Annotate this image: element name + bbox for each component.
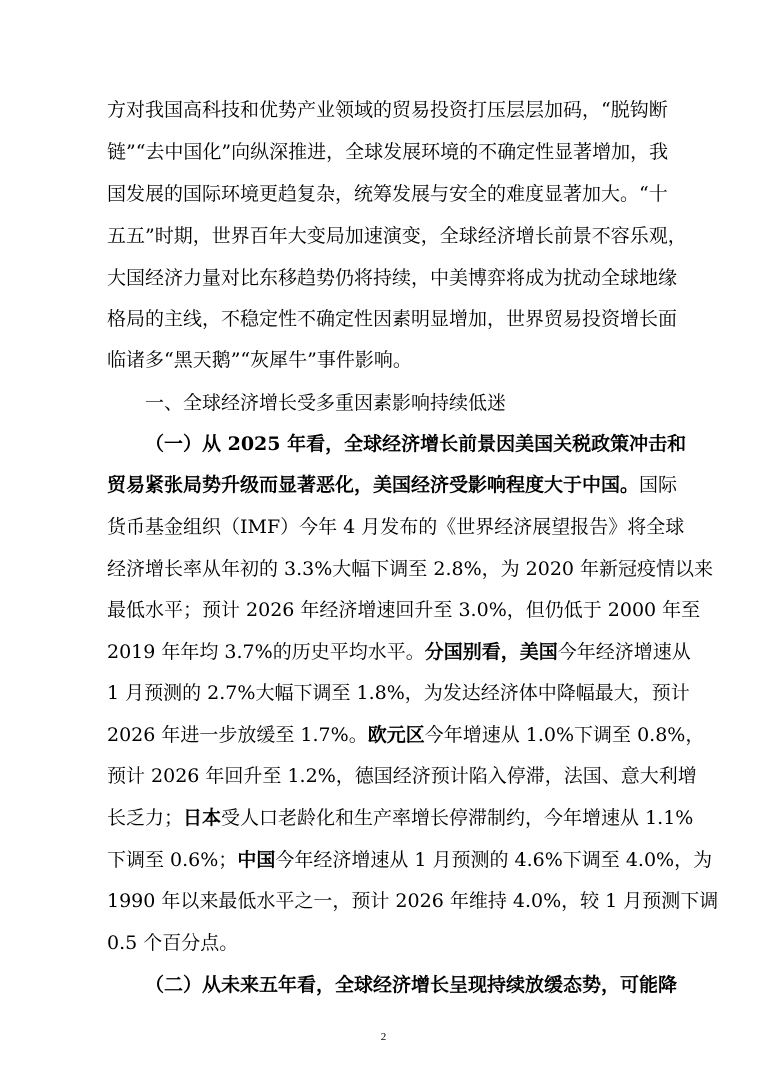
paragraph-line bbox=[107, 472, 678, 498]
subsection-heading-2: （二）从未来五年看，全球经济增长呈现持续放缓态势，可能降 bbox=[145, 974, 678, 996]
paragraph-line: 链”“去中国化”向纵深推进，全球发展环境的不确定性显著增加，我 bbox=[107, 141, 669, 163]
paragraph-line bbox=[107, 639, 691, 665]
bold-text: 日本 bbox=[183, 807, 222, 829]
paragraph-line bbox=[107, 847, 713, 873]
paragraph-line: 方对我国高科技和优势产业领域的贸易投资打压层层加码，“脱钩断 bbox=[107, 99, 668, 121]
paragraph-line: 0.5 个百分点。 bbox=[107, 932, 239, 954]
paragraph-line: 1 月预测的 2.7%大幅下调至 1.8%，为发达经济体中降幅最大，预计 bbox=[107, 682, 690, 704]
paragraph-line: 大国经济力量对比东移趋势仍将持续，中美博弈将成为扰动全球地缘 bbox=[107, 267, 678, 289]
text: 今年增速从 1.0%下调至 0.8%， bbox=[424, 724, 705, 746]
paragraph-line: 预计 2026 年回升至 1.2%，德国经济预计陷入停滞，法国、意大利增 bbox=[107, 765, 697, 787]
paragraph-line: 临诸多“黑天鹅”“灰犀牛”事件影响。 bbox=[107, 349, 412, 371]
paragraph-line: 最低水平；预计 2026 年经济增速回升至 3.0%，但仍低于 2000 年至 bbox=[107, 599, 701, 621]
paragraph-line: 国发展的国际环境更趋复杂，统筹发展与安全的难度显著加大。“十 bbox=[107, 183, 668, 205]
paragraph-line: 经济增长率从年初的 3.3%大幅下调至 2.8%，为 2020 年新冠疫情以来 bbox=[107, 558, 714, 580]
subsection-heading-1: （一）从 2025 年看，全球经济增长前景因美国关税政策冲击和 bbox=[145, 433, 687, 455]
paragraph-line: 1990 年以来最低水平之一，预计 2026 年维持 4.0%，较 1 月预测下调 bbox=[107, 890, 719, 912]
page-number: 2 bbox=[380, 1031, 387, 1043]
bold-text: 分国别看，美国 bbox=[424, 641, 558, 663]
text: 2026 年进一步放缓至 1.7%。 bbox=[107, 724, 368, 746]
paragraph-line: 五五”时期，世界百年大变局加速演变，全球经济增长前景不容乐观， bbox=[107, 225, 687, 247]
text: 今年经济增速从 bbox=[557, 641, 691, 663]
paragraph-line: 格局的主线，不稳定性不确定性因素明显增加，世界贸易投资增长面 bbox=[107, 308, 678, 330]
text: 国际 bbox=[639, 474, 678, 496]
paragraph-line: 货币基金组织（IMF）今年 4 月发布的《世界经济展望报告》将全球 bbox=[107, 516, 685, 538]
text: 下调至 0.6%； bbox=[107, 849, 238, 871]
bold-text: 中国 bbox=[237, 849, 276, 871]
text: 今年经济增速从 1 月预测的 4.6%下调至 4.0%，为 bbox=[275, 849, 713, 871]
paragraph-line bbox=[107, 722, 705, 748]
section-heading: 一、全球经济增长受多重因素影响持续低迷 bbox=[145, 392, 507, 414]
text: 受人口老龄化和生产率增长停滞制约，今年增速从 1.1% bbox=[221, 807, 694, 829]
bold-text: 欧元区 bbox=[367, 724, 425, 746]
text: 2019 年年均 3.7%的历史平均水平。 bbox=[107, 641, 425, 663]
text: 长乏力； bbox=[107, 807, 184, 829]
paragraph-line bbox=[107, 805, 694, 831]
bold-text: 贸易紧张局势升级而显著恶化，美国经济受影响程度大于中国。 bbox=[107, 474, 640, 496]
